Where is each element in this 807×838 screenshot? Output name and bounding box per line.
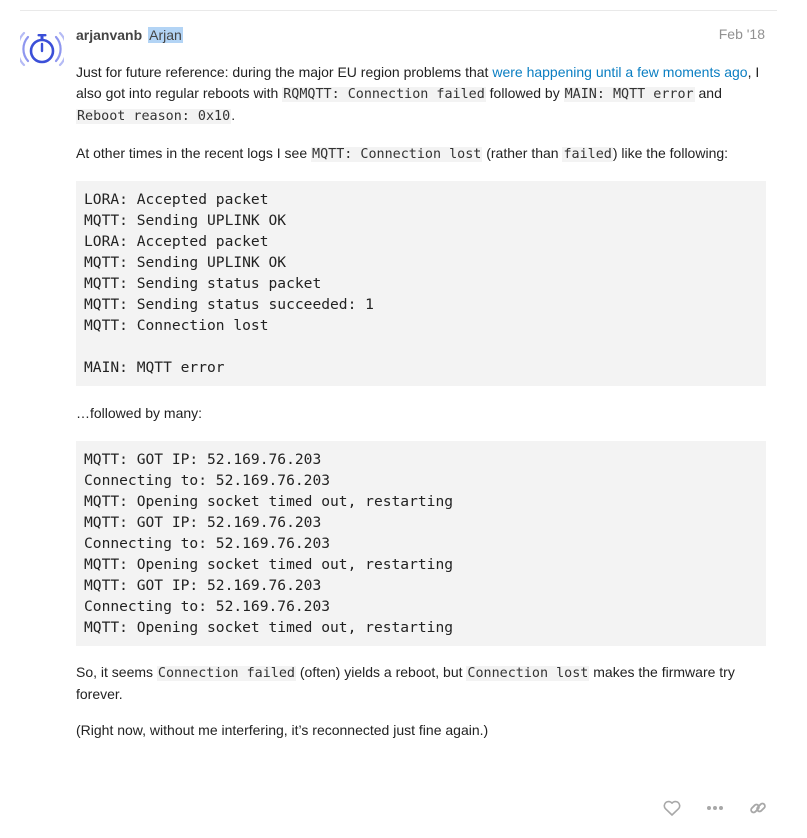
- inline-code: Connection failed: [157, 666, 295, 681]
- text: , I also got into regular reboots with: [76, 64, 760, 101]
- inline-code: RQMQTT: Connection failed: [283, 87, 485, 102]
- inline-code: Connection lost: [467, 666, 589, 681]
- inline-code: failed: [563, 147, 612, 162]
- share-link-button[interactable]: [746, 796, 770, 820]
- code-block-log-1: LORA: Accepted packet MQTT: Sending UPLINK OK LORA: Accepted packet MQTT: Sending UPLINK OK MQTT: Sending status packet MQTT: Sending status succeeded: 1 MQTT: Connection lost MAIN: MQTT error: [76, 181, 766, 386]
- text: At other times in the recent logs I see: [76, 145, 312, 161]
- paragraph-4: [76, 662, 766, 705]
- more-icon: [706, 805, 724, 811]
- text: ) like the following:: [612, 145, 729, 161]
- poster-names: [76, 26, 183, 44]
- paragraph-5: (Right now, without me interfering, it’s reconnected just fine again.): [76, 722, 489, 738]
- inline-code: MAIN: MQTT error: [564, 87, 694, 102]
- paragraph-2: [76, 143, 766, 165]
- avatar[interactable]: [20, 27, 64, 71]
- stopwatch-icon: [20, 27, 64, 71]
- paragraph-1: [76, 62, 766, 127]
- post-body: [76, 62, 766, 741]
- username-link[interactable]: arjanvanb: [76, 27, 143, 43]
- text: and: [694, 85, 722, 101]
- text: (rather than: [482, 145, 563, 161]
- inline-code: MQTT: Connection lost: [312, 147, 482, 162]
- post-date[interactable]: Feb '18: [718, 26, 765, 42]
- code-block-log-2: MQTT: GOT IP: 52.169.76.203 Connecting to: 52.169.76.203 MQTT: Opening socket timed out, restarting MQTT: GOT IP: 52.169.76.203 Connecting to: 52.169.76.203 MQTT: Opening socket timed out, restarting MQTT: GOT IP: 52.169.76.203 Connecting to: 52.169.76.203 MQTT: Opening socket timed out, restarting: [76, 441, 766, 646]
- more-actions-button[interactable]: [703, 796, 727, 820]
- text: Just for future reference: during the major EU region problems that: [76, 64, 493, 80]
- text: makes the firmware try forever.: [76, 664, 735, 702]
- text: So, it seems: [76, 664, 157, 680]
- full-name-link[interactable]: Arjan: [149, 27, 182, 43]
- paragraph-3: …followed by many:: [76, 405, 203, 421]
- text: followed by: [485, 85, 564, 101]
- top-divider: [20, 10, 777, 11]
- heart-icon: [663, 800, 681, 816]
- link-icon: [749, 799, 767, 817]
- post-actions: [660, 796, 770, 820]
- like-button[interactable]: [660, 796, 684, 820]
- text: (often) yields a reboot, but: [295, 664, 467, 680]
- reference-link[interactable]: were happening until a few moments ago: [492, 64, 748, 80]
- text: .: [231, 107, 236, 123]
- inline-code: Reboot reason: 0x10: [77, 109, 231, 124]
